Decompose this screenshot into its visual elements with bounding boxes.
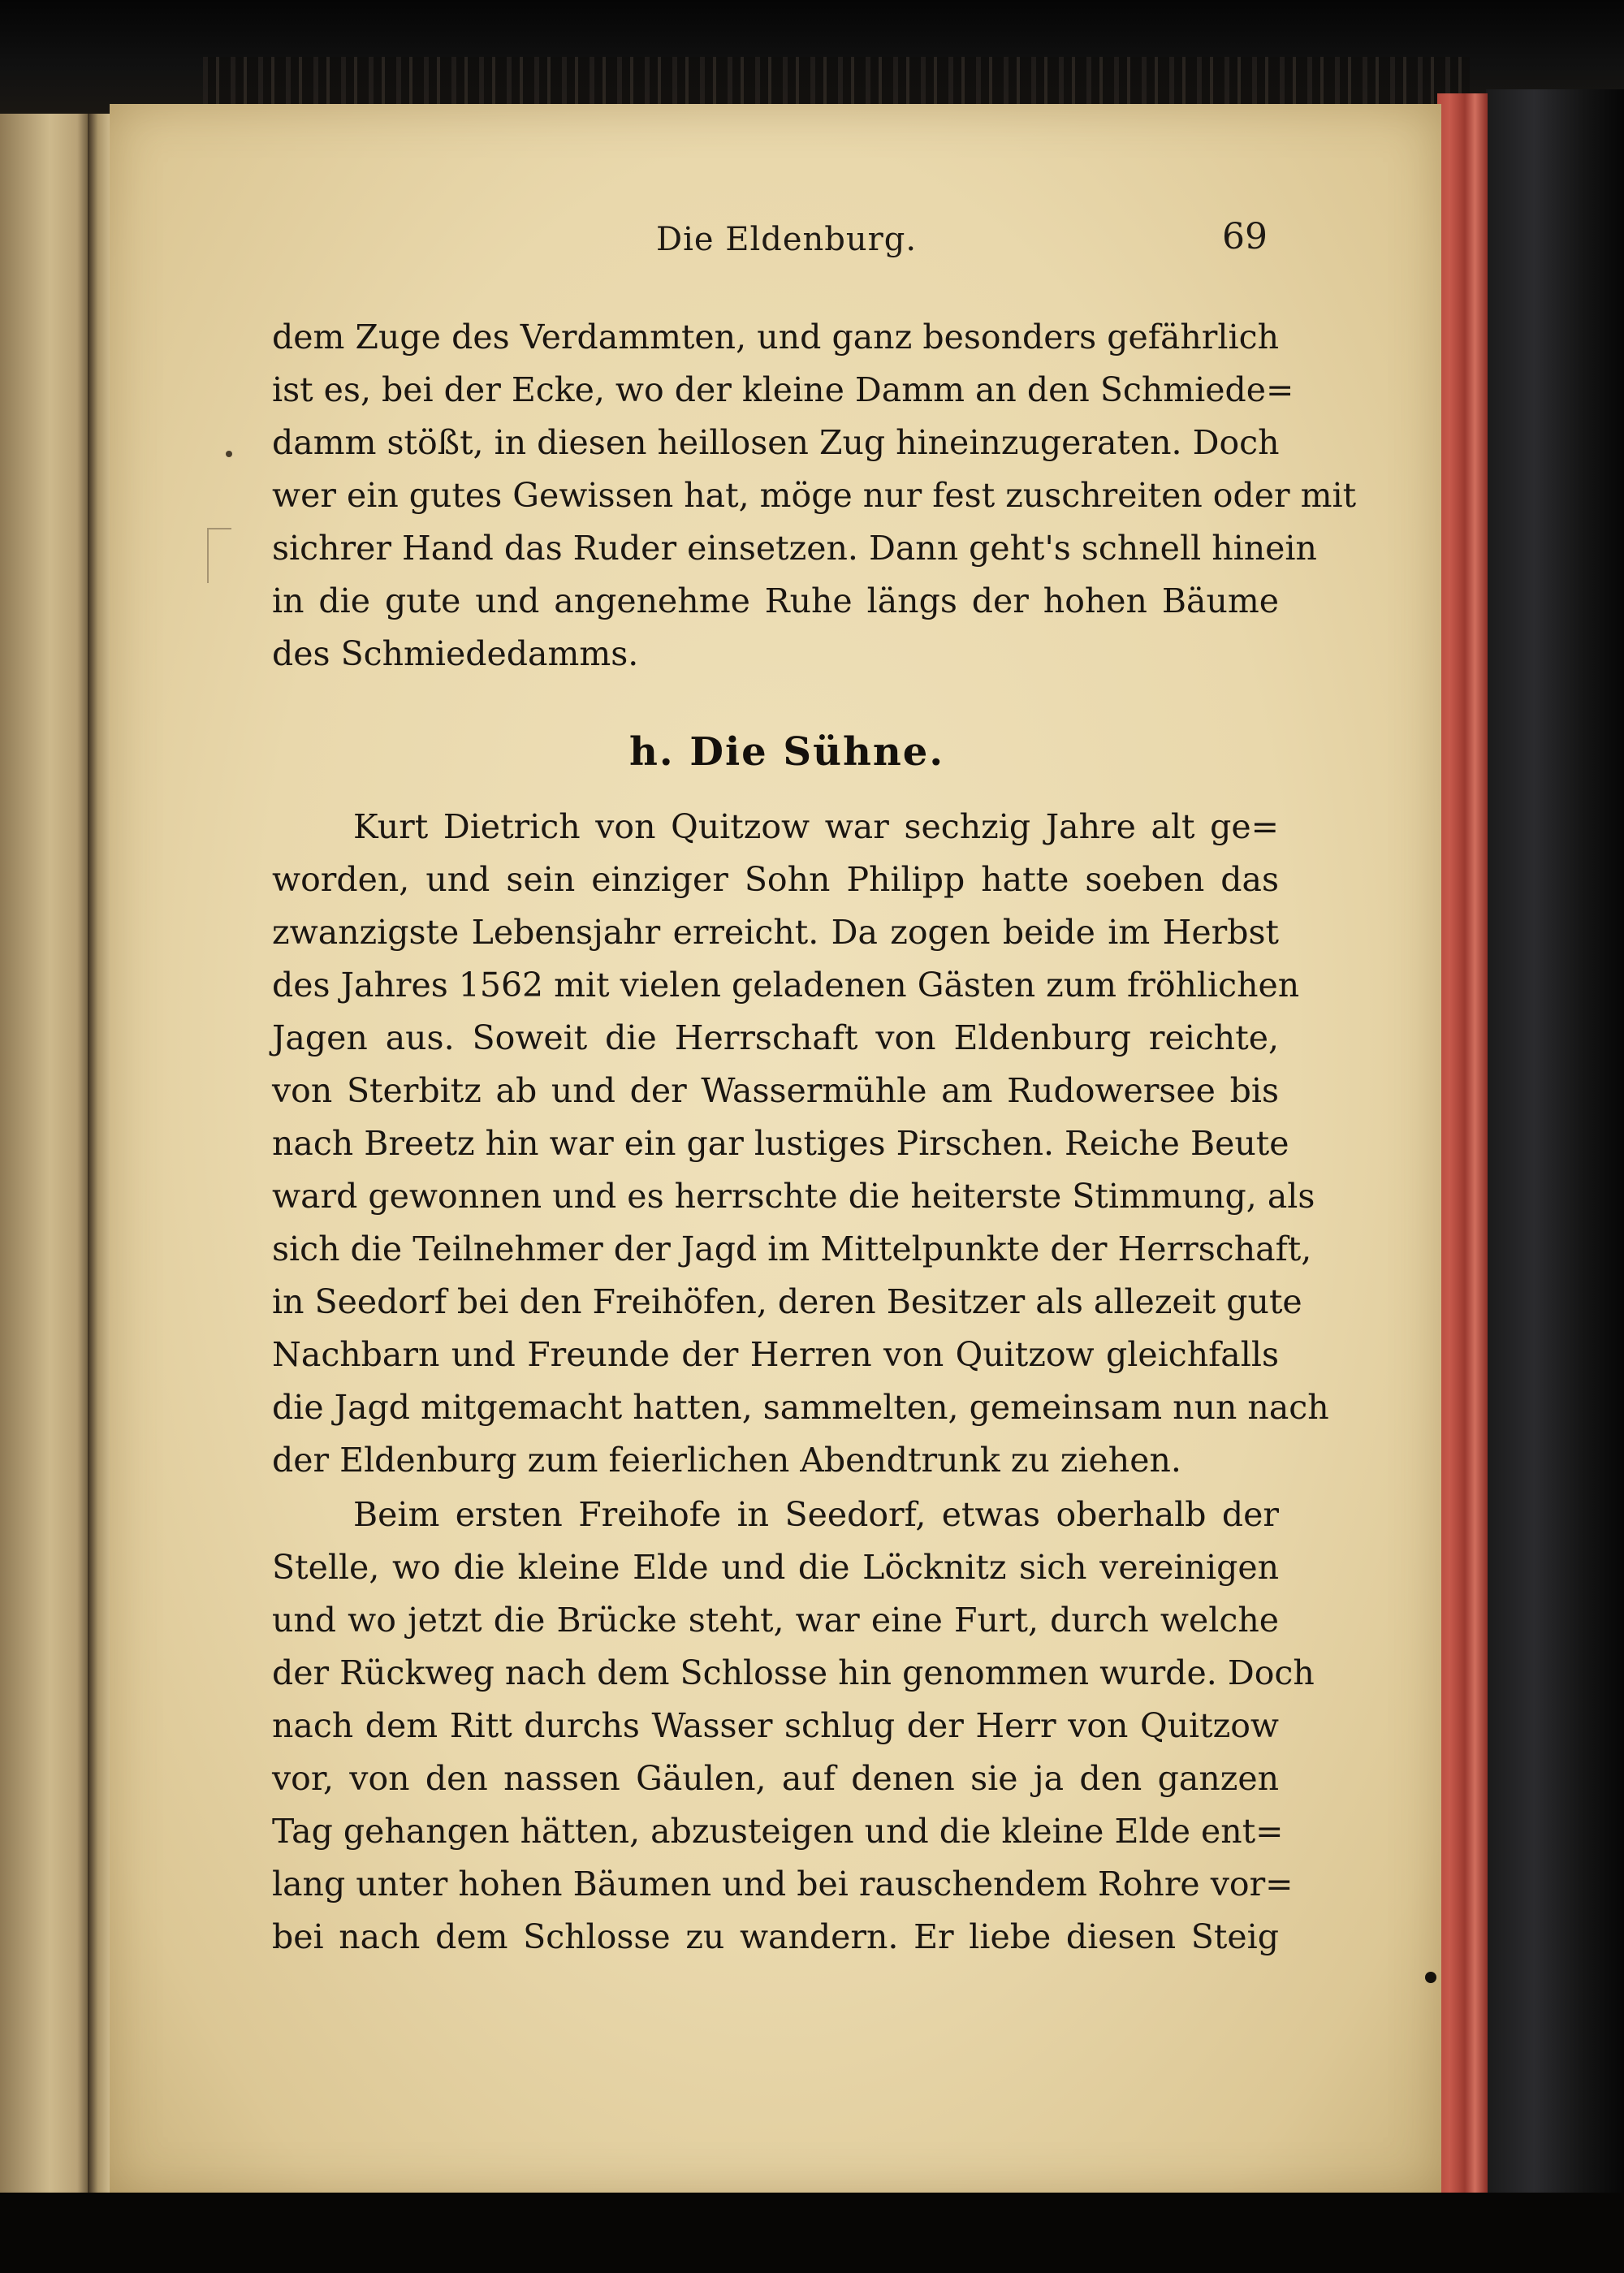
page-number: 69 bbox=[1222, 216, 1268, 257]
text-line: sichrer Hand das Ruder einsetzen. Dann geht's schnell hinein bbox=[272, 529, 1317, 568]
text-line: Tag gehangen hätten, abzusteigen und die kleine Elde ent= bbox=[272, 1812, 1284, 1851]
section-heading: h. Die Sühne. bbox=[629, 729, 945, 775]
background-bottom bbox=[0, 2193, 1624, 2273]
text-line: in Seedorf bei den Freihöfen, deren Besitzer als allezeit gute bbox=[272, 1282, 1302, 1321]
red-page-edges bbox=[1437, 93, 1488, 2197]
running-head: Die Eldenburg. bbox=[656, 221, 918, 258]
text-line: wer ein gutes Gewissen hat, möge nur fest zuschreiten oder mit bbox=[272, 476, 1357, 515]
text-line: sich die Teilnehmer der Jagd im Mittelpunkte der Herrschaft, bbox=[272, 1229, 1312, 1268]
book-cover-right bbox=[1486, 89, 1624, 2201]
text-line: des Jahres 1562 mit vielen geladenen Gästen zum fröhlichen bbox=[272, 966, 1300, 1005]
ink-speck bbox=[1425, 1972, 1436, 1983]
text-line: Jagen aus. Soweit die Herrschaft von Eldenburg reichte, bbox=[272, 1018, 1279, 1057]
facing-page bbox=[0, 114, 91, 2217]
text-line: Stelle, wo die kleine Elde und die Löcknitz sich vereinigen bbox=[272, 1548, 1279, 1587]
text-line: nach dem Ritt durchs Wasser schlug der Herr von Quitzow bbox=[272, 1706, 1279, 1745]
text-line: Nachbarn und Freunde der Herren von Quitzow gleichfalls bbox=[272, 1335, 1279, 1374]
text-line: zwanzigste Lebensjahr erreicht. Da zogen beide im Herbst bbox=[272, 913, 1279, 952]
text-line: die Jagd mitgemacht hatten, sammelten, gemeinsam nun nach bbox=[272, 1388, 1329, 1427]
text-line: in die gute und angenehme Ruhe längs der hohen Bäume bbox=[272, 581, 1279, 620]
text-line: von Sterbitz ab und der Wassermühle am Rudowersee bis bbox=[272, 1071, 1279, 1110]
text-line: ward gewonnen und es herrschte die heiterste Stimmung, als bbox=[272, 1177, 1315, 1216]
text-line: vor, von den nassen Gäulen, auf denen sie ja den ganzen bbox=[272, 1759, 1279, 1798]
text-line: lang unter hohen Bäumen und bei rauschendem Rohre vor= bbox=[272, 1865, 1294, 1904]
text-line: dem Zuge des Verdammten, und ganz besonders gefährlich bbox=[272, 318, 1279, 357]
pencil-margin-mark bbox=[207, 528, 231, 583]
cover-ornament bbox=[203, 57, 1470, 106]
text-line: worden, und sein einziger Sohn Philipp hatte soeben das bbox=[272, 860, 1279, 899]
text-line: nach Breetz hin war ein gar lustiges Pirschen. Reiche Beute bbox=[272, 1124, 1289, 1163]
ink-speck bbox=[226, 451, 232, 457]
text-line: der Eldenburg zum feierlichen Abendtrunk zu ziehen. bbox=[272, 1441, 1181, 1480]
text-line: der Rückweg nach dem Schlosse hin genommen wurde. Doch bbox=[272, 1653, 1315, 1692]
text-line: Kurt Dietrich von Quitzow war sechzig Jahre alt ge= bbox=[353, 807, 1279, 846]
text-line: des Schmiededamms. bbox=[272, 634, 639, 673]
text-line: bei nach dem Schlosse zu wandern. Er liebe diesen Steig bbox=[272, 1917, 1279, 1956]
text-line: Beim ersten Freihofe in Seedorf, etwas oberhalb der bbox=[353, 1495, 1279, 1534]
text-line: ist es, bei der Ecke, wo der kleine Damm an den Schmiede= bbox=[272, 370, 1294, 409]
text-line: und wo jetzt die Brücke steht, war eine Furt, durch welche bbox=[272, 1601, 1279, 1640]
text-line: damm stößt, in diesen heillosen Zug hineinzugeraten. Doch bbox=[272, 423, 1280, 462]
